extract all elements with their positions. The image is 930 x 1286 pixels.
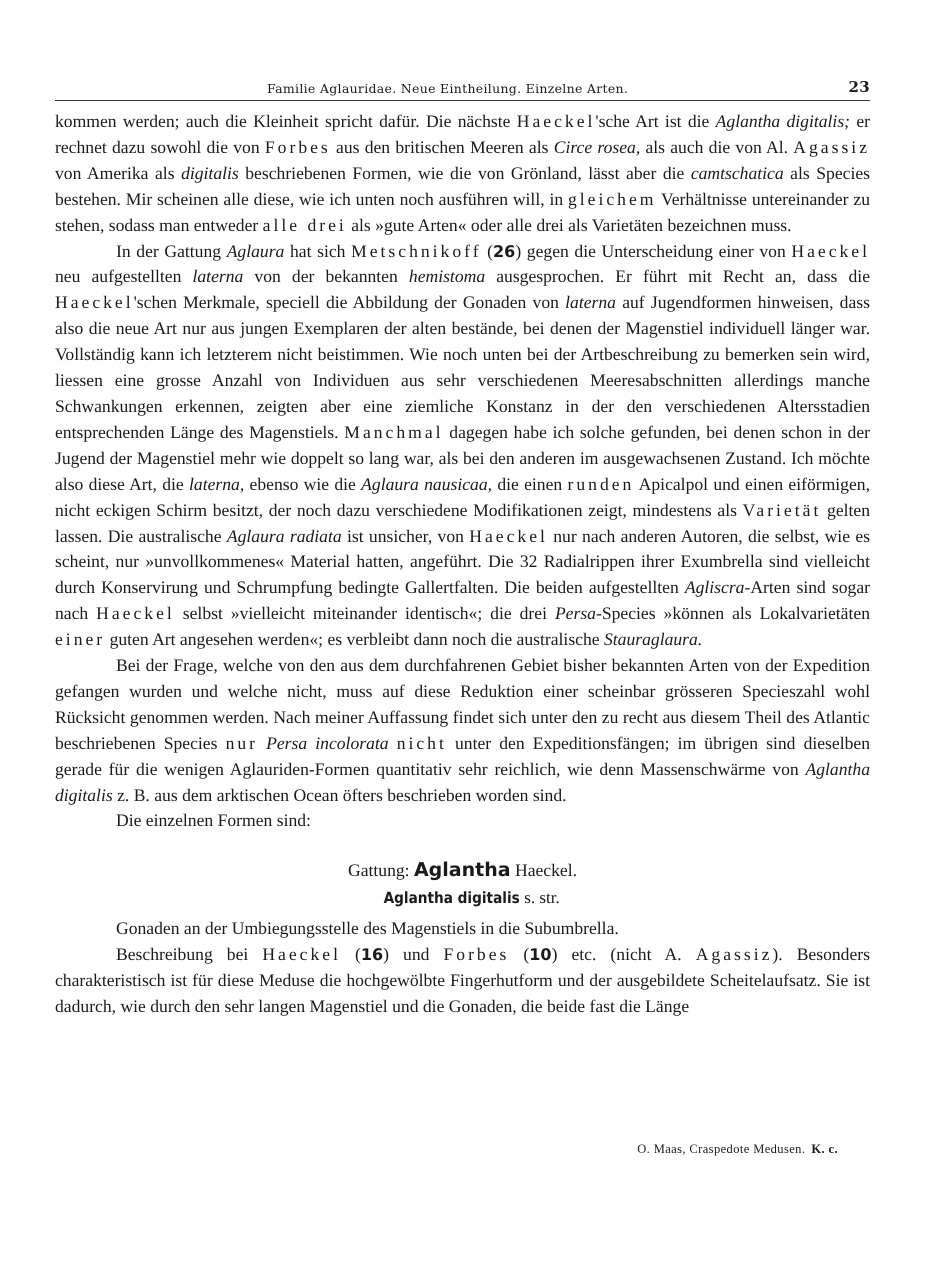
paragraph-4: Die einzelnen Formen sind: [116,810,311,831]
species-name: Aglantha digitalis [383,889,521,908]
reference-number: 10 [529,945,552,965]
paragraph-1: kommen werden; auch die Kleinheit spricht dafür. Die nächste Haeckel'sche Art ist die Aglantha digitalis; er rechnet dazu sowohl die von Forbes aus den britischen Meeren als Circe rosea, als auch die von Al. Agassiz von Amerika als digitalis beschriebenen Formen, wie die von Grönland, lässt aber die camtschatica als Species bestehen. Mir scheinen alle diese, wie ich unten noch ausführen will, in gleichem Verhältnisse untereinander zu stehen, sodass man entweder alle drei als »gute Arten« oder alle drei als Varietäten bezeichnen muss. [55,111,871,235]
page [55,78,870,1020]
printer-signature: K. c. [811,1142,838,1156]
body-text [55,109,870,1020]
running-title: Familie Aglauridae. Neue Eintheilung. Einzelne Arten. [267,81,629,96]
species-heading: Aglantha digitalis s. str. [55,886,870,910]
running-header [55,78,870,101]
page-footer [637,1142,838,1157]
genus-name: Aglantha [413,859,511,882]
reference-number: 26 [493,241,516,261]
paragraph-6: Beschreibung bei Haeckel (16) und Forbes (10) etc. (nicht A. Agassiz). Besonders charakteristisch ist für diese Meduse die hochgewölbte Fingerhutform und der ausgebildete Scheitelaufsatz. Sie ist dadurch, wie durch den sehr langen Magenstiel und die Gonaden, die beide fast die Länge [55,944,870,1017]
page-number: 23 [848,78,870,96]
genus-heading: Gattung: Aglantha Haeckel. [347,859,578,882]
footer-text: O. Maas, Craspedote Medusen. [637,1142,806,1156]
paragraph-5: Gonaden an der Umbiegungsstelle des Magenstiels in die Subumbrella. [116,918,619,939]
paragraph-2: In der Gattung Aglaura hat sich Metschnikoff (26) gegen die Unterscheidung einer von Haeckel neu aufgestellten laterna von der bekannten hemistoma ausgesprochen. Er führt mit Recht an, dass die Haeckel'schen Merkmale, speciell die Abbildung der Gonaden von laterna auf Jugendformen hinweisen, dass also die neue Art nur aus jungen Exemplaren der alten bestände, bei denen der Magenstiel individuell länger war. Vollständig kann ich letzterem nicht beistimmen. Wie noch unten bei der Artbeschreibung zu bemerken sein wird, liessen eine grosse Anzahl von Individuen aus sehr verschiedenen Meeresabschnitten allerdings manche Schwankungen erkennen, zeigten aber eine ziemliche Konstanz in der den verschiedenen Altersstadien entsprechenden Länge des Magenstiels. Manchmal dagegen habe ich solche gefunden, bei denen schon in der Jugend der Magenstiel mehr wie doppelt so lang war, als bei den anderen im ausgewachsenen Zustand. Ich möchte also diese Art, die laterna, ebenso wie die Aglaura nausicaa, die einen runden Apicalpol und einen eiförmigen, nicht eckigen Schirm besitzt, der noch dazu verschiedene Modifikationen zeigt, mindestens als Varietät gelten lassen. Die australische Aglaura radiata ist unsicher, von Haeckel nur nach anderen Autoren, die selbst, wie es scheint, nur »unvollkommenes« Material hatten, angeführt. Die 32 Radialrippen ihrer Exumbrella sind vielleicht durch Konservirung und Schrumpfung bedingte Gallertfalten. Die beiden aufgestellten Agliscra-Arten sind sogar nach Haeckel selbst »vielleicht miteinander identisch«; die drei Persa-Species »können als Lokalvarietäten einer guten Art angesehen werden«; es verbleibt dann noch die australische Stauraglaura. [55,240,871,650]
reference-number: 16 [360,945,384,965]
paragraph-3: Bei der Frage, welche von den aus dem durchfahrenen Gebiet bisher bekannten Arten von der Expedition gefangen wurden und welche nicht, muss auf diese Reduktion einer scheinbar grösseren Specieszahl wohl Rücksicht genommen werden. Nach meiner Auffassung findet sich unter den zu recht aus diesem Theil des Atlantic beschriebenen Species nur Persa incolorata nicht unter den Expeditionsfängen; im übrigen sind dieselben gerade für die wenigen Aglauriden-Formen quantitativ sehr reichlich, wie denn Massenschwärme von Aglantha digitalis z. B. aus dem arktischen Ocean öfters beschrieben worden sind. [55,655,871,805]
